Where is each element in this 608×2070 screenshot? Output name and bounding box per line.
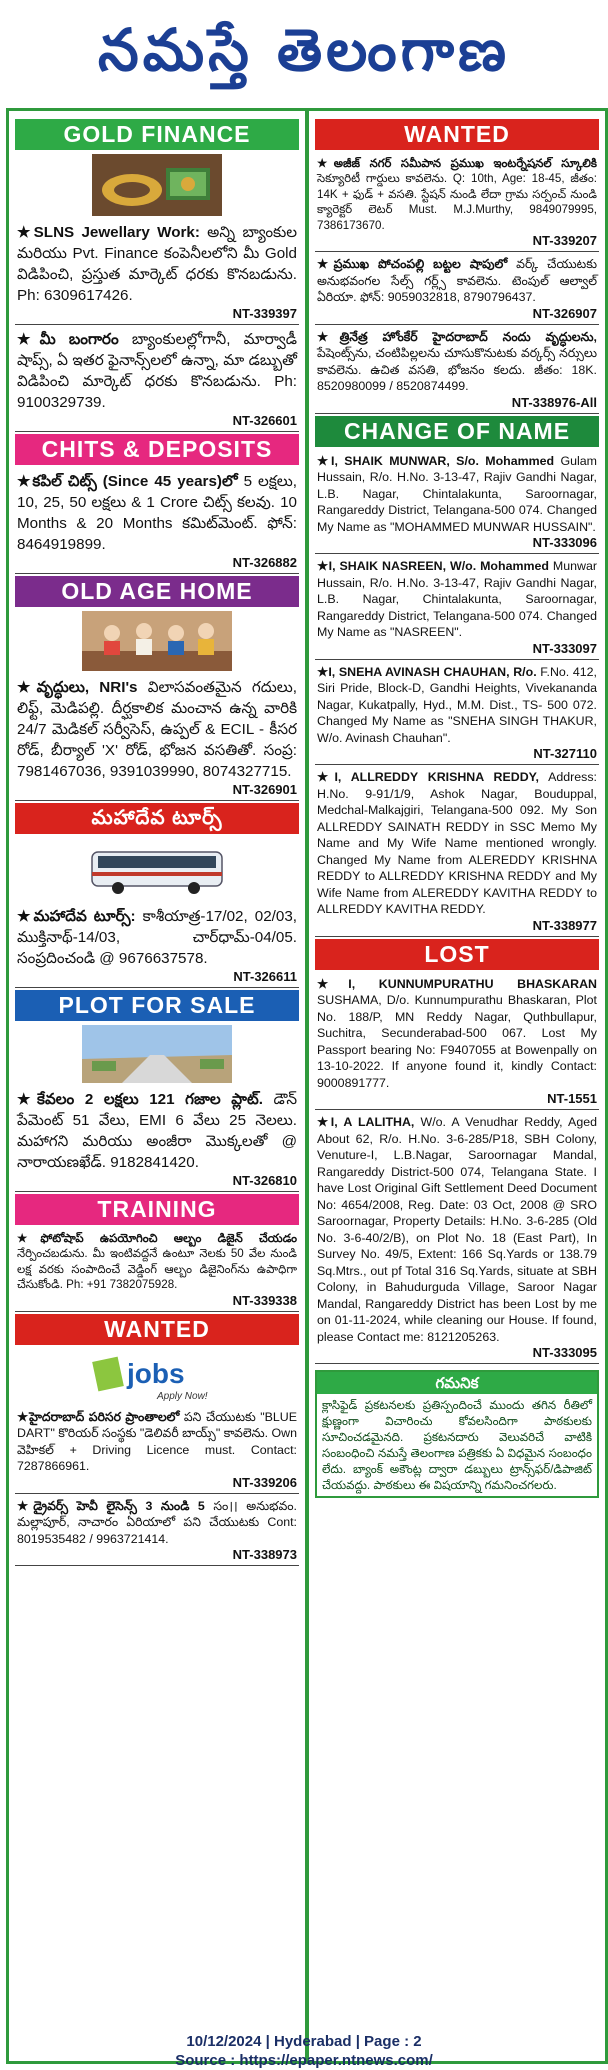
wanted-ad-left-1: ★హైదరాబాద్ పరిసర ప్రాంతాలలో పని చేయుటకు "BLUE DART" కొరియర్ సంస్థకు "డెలివరీ బాయ్స్" కావలెను. Own వెహికల్ + Driving Licence must. Contact: 7287866961. [17,1409,297,1474]
jobs-logo [15,1349,299,1403]
old-age-home-photo [15,611,299,671]
name-ad-2: ★I, SHAIK NASREEN, W/o. Mohammed Munwar Hussain, R/o. H.No. 3-13-47, Rajiv Gandhi Nagar, L.B. Nagar, Chintalakunta, Saroornagar, Rangareddy District, Telangana-500 074. Changed My Name as "NASREEN". [317,559,597,640]
footer-source-link[interactable]: Source : https://epaper.ntnews.com/ [175,2052,433,2069]
training-ad: ★ఫోటోషాప్ ఉపయోగించి ఆల్బం డిజైన్ చేయడం నేర్పించబడును. మీ ఇంటివద్దనే ఉంటూ నెలకు 50 వేల నుండి లక్ష వరకు సంపాదించే వెడ్డింగ్ ఆల్బం డిజైనింగ్‌ను ఉపాధిగా చేసుకోండి. Ph: +91 7382075928. [17,1232,297,1292]
ad-code: NT-339338 [15,1293,299,1312]
notice-heading: గమనిక [317,1372,597,1394]
ad-code: NT-339206 [15,1475,299,1494]
plot-ad: ★కేవలం 2 లక్షలు 121 గజాల ప్లాట్. డౌన్ పేమెంట్ 51 వేలు, EMI 6 వేలు 25 నెలలు. మహాగని మరియు అంజీరా మొక్కలతో @ నారాయణఖేడ్. 9182841420. [17,1091,298,1171]
wanted-ad-right-2: ★ప్రముఖ పోచంపల్లి బట్టల షాపులో వర్క్ చేయుటకు అనుభవంగల సేల్స్ గర్ల్స్ కావలెను. టెంపుల్ ఆల్వాల్ ఏరియా. ఫోన్: 9059032818, 8790796437. [317,257,597,305]
old-age-ad: ★వృద్ధులు, NRI's విలాసవంతమైన గదులు, లిఫ్ట్, మెడిపల్లి. దీర్ఘకాలిక మంచాన ఉన్న వారికి 24/7 మెడికల్ సర్వీసెస్, ఉప్పల్ & ECIL - కీసర రోడ్, బీర్యాల్ 'X' రోడ్, భోజన వసతితో. సంప్ర: 7981467036, 9391039990, 8074327715. [17,679,297,780]
change-of-name-banner: CHANGE OF NAME [315,416,599,447]
ad-code: NT-333095 [315,1345,599,1364]
ad-code: NT-1551 [315,1091,599,1110]
name-ad-4: ★I, ALLREDDY KRISHNA REDDY, Address: H.No. 9-91/1/9, Ashok Nagar, Bouduppal, Medchal-Malkajgiri, Telangana-500 092. My Son ALLREDDY SAINATH REDDY in SSC Memo My Name and My Wife Name mentioned wrongly. Changed My Name from ALEREDDY KRISHNA REDDY to ALLREDDY KRISHNA REDDY and My Wife Name from ALEREDDY KAVITHA REDDY to ALLREDDY KAVITHA REDDY. [317,770,598,917]
newspaper-title: నమస్తే తెలంగాణ [98,16,510,84]
mahadeva-tours-banner: మహాదేవ టూర్స్ [15,803,299,834]
wanted-banner-right: WANTED [315,119,599,150]
notice-body: క్లాసిఫైడ్ ప్రకటనలకు ప్రతిస్పందించే ముందు తగిన రీతిలో క్షుణ్ణంగా విచారించు కోవలసిందిగా పాఠకులకు సూచించడమైనది. ప్రకటనదారు వెలువరిచే వాటికి సంబంధించి నమస్తే తెలంగాణ పత్రికకు ఏ విధమైన సంబంధం లేదు. బ్యాంక్ అకౌంట్ల ద్వారా డబ్బులు ట్రాన్స్‌ఫర్/డిపాజిట్ చేయవద్దు. పాఠకులు ఈ విషయాన్ని గమనించగలరు. [322,1398,592,1493]
ad-code: NT-326810 [15,1173,299,1192]
name-ad-3: ★I, SNEHA AVINASH CHAUHAN, R/o. F.No. 412, Siri Pride, Block-D, Gandhi Heights, Vivekananda Nagar, Kukatpally, Hyd., M.M. Dist., TS- 500 072. Changed My Name as "SNEHA SINGH THAKUR, W/o. Avinash Chauhan". [317,664,597,745]
gold-finance-banner: GOLD FINANCE [15,119,299,150]
jobs-logo-subtext: Apply Now! [157,1390,208,1402]
ad-code: NT-327110 [315,746,599,765]
ad-code: NT-338973 [15,1547,299,1566]
plot-for-sale-banner: PLOT FOR SALE [15,990,299,1021]
ad-code: NT-326611 [15,969,299,988]
ad-code: NT-326601 [15,413,299,432]
ad-code: NT-326907 [315,306,599,325]
wanted-banner-left: WANTED [15,1314,299,1345]
footer-dateline: 10/12/2024 | Hyderabad | Page : 2 [186,2033,422,2050]
masthead [0,0,608,100]
wanted-ad-left-2: ★డ్రైవర్స్ హెవీ లైసెన్స్ 3 నుండి 5 సం।। అనుభవం. మల్లాపూర్, నాచారం ఏరియాలో పని చేయుటకు Cont: 8019535482 / 9963721414. [17,1498,298,1546]
chits-ad: ★కపిల్ చిట్స్ (Since 45 years)లో 5 లక్షలు, 10, 25, 50 లక్షలు & 1 Crore చిట్స్ కలవు. 10 Months & 20 Months కమిట్‌మెంట్. ఫోన్: 8464919899. [17,473,297,553]
jobs-logo-text: jobs [127,1357,185,1389]
chits-banner: CHITS & DEPOSITS [15,434,299,465]
ad-code: NT-338977 [315,918,599,937]
ad-code: NT-326882 [15,555,299,574]
ad-code: NT-338976-All [315,395,599,414]
left-column [15,117,299,2055]
old-age-home-banner: OLD AGE HOME [15,576,299,607]
right-column [315,117,599,2055]
ad-code: NT-333097 [315,641,599,660]
gold-ad-2: ★మీ బంగారం బ్యాంకులల్లోగానీ, మార్వాడీ షాప్స్, ఏ ఇతర ఫైనాన్స్‌లలో ఉన్నా, మా డబ్బుతో విడిపించి మార్కెట్ ధరకు కొనబడును. Ph: 9100329739. [17,331,297,411]
ad-code: NT-326901 [15,782,299,801]
lost-ad-2: ★I, A LALITHA, W/o. A Venudhar Reddy, Aged About 62, R/o. H.No. 3-6-285/P18, SBH Colony, Venuture-I, L.B.Nagar, Saroornagar Mandal, Rangareddy District-500 074, Telangana State. I have Lost Original Gift Settlement Deed Document No: 4654/2008, Reg. Date: 03 Oct, 2008 @ SRO Saroornagar, Property Details: H.No. 3-6-285 (Old No. 3-6-40/2/B), on Plot No. 18 (East Part), In Survey No. 49/5, Extent: 166 Sq.Yards or 138.79 Sq.Mtrs., out pf Total 316 Sq.Yards, situate at SBH Colony, in Bahudurguda Village, Saroor Nagar Mandal, Rangareddy District has been Lost by me on 01-11-2024, while cleaning our House. If found, please Contact me: 8121205263. [317,1115,597,1344]
tours-ad: ★మహాదేవ టూర్స్: కాశీయాత్ర-17/02, 02/03, ముక్తినాథ్-14/03, చార్‌ధామ్-04/05. సంప్రదించండి @ 9676637578. [17,908,297,967]
page-footer [0,2032,608,2070]
left-column-frame [6,108,308,2064]
wanted-ad-right-1: ★అజీజ్ నగర్ సమీపాన ప్రముఖ ఇంటర్నేషనల్ స్కూలికి సెక్యూరిటీ గార్డులు కావలెను. Q: 10th, Age: 18-45, జీతం: 14K + ఫుడ్ + వసతి. స్టేషన్ నుండి లేదా గ్రామ సర్పంచ్ నుండి క్యారెక్టర్ లెటర్ Must. M.J.Murthy, 9849079995, 7386173670. [317,157,597,232]
lost-ad-1: ★I, KUNNUMPURATHU BHASKARAN SUSHAMA, D/o. Kunnumpurathu Bhaskaran, Plot No. 188/P, MN Reddy Nagar, Quthbullapur, Suchitra, Secunderabad-500 067. Lost My Passport bearing No: F9407055 at Bowenpally on 13-10-2022. If anyone found it, kindly Contact: 9000891777. [317,976,597,1090]
ad-code: NT-339207 [315,233,599,252]
plot-layout-photo [15,1025,299,1083]
ad-code: NT-333096 [315,535,599,554]
ad-code: NT-339397 [15,306,299,325]
wanted-ad-right-3: ★త్రినేత్ర హోంకేర్ హైదరాబాద్ నందు వృద్ధులను, పేషెంట్స్‌ను, చంటిపిల్లలను చూసుకొనుటకు వర్కర్స్ నర్సులు కావలెను. ఉచిత వసతి, భోజనం కలదు. జీతం: 18K. 8520980099 / 8520874499. [317,329,597,394]
notice-box [315,1370,599,1498]
training-banner: TRAINING [15,1194,299,1225]
tour-bus-photo [15,838,299,900]
lost-banner: LOST [315,939,599,970]
gold-jewellery-photo [15,154,299,216]
right-column-frame [306,108,608,2064]
gold-ad-1: ★SLNS Jewellary Work: అన్ని బ్యాంకుల మరియు Pvt. Finance కంపెనీలలోని మీ Gold విడిపించి, ప్రస్తుత మార్కెట్ ధరకు కొనబడును. Ph: 6309617426. [17,224,297,304]
name-ad-1: ★I, SHAIK MUNWAR, S/o. Mohammed Gulam Hussain, R/o. H.No. 3-13-47, Rajiv Gandhi Nagar, L.B. Nagar, Chintalakunta, Saroornagar, Rangareddy District, Telangana-500 074. Changed My Name as "MOHAMMED MUNWAR HUSSAIN". [317,453,597,534]
